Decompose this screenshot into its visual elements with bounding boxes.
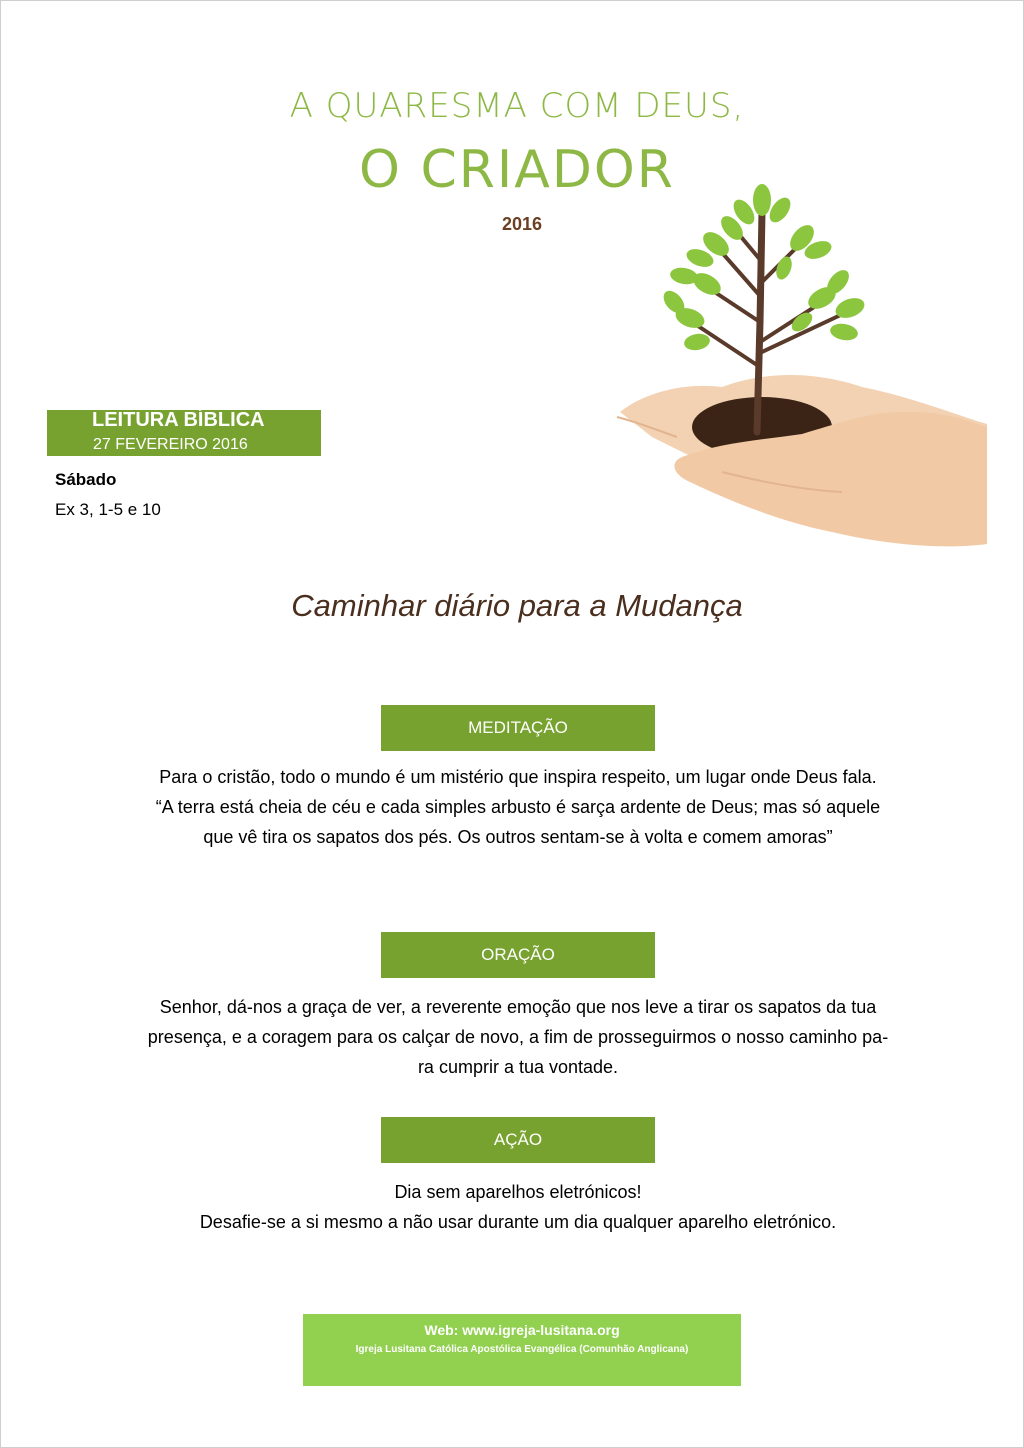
reading-label: LEITURA BÍBLICA [92,409,265,431]
reading-date: 27 FEVEREIRO 2016 [93,436,248,453]
action-heading: AÇÃO [381,1117,655,1163]
prayer-line: presença, e a coragem para os calçar de novo, a fim de prosseguirmos o nosso caminho pa- [147,1027,889,1047]
subtitle: Caminhar diário para a Mudança [291,588,743,623]
footer-organization: Igreja Lusitana Católica Apostólica Evangélica (Comunhão Anglicana) [355,1344,689,1355]
meditation-line: que vê tira os sapatos dos pés. Os outros sentam-se à volta e comem amoras” [203,827,833,847]
action-line: Dia sem aparelhos eletrónicos! [394,1182,642,1202]
prayer-text [80,992,956,1082]
reading-day: Sábado [55,470,117,489]
action-line: Desafie-se a si mesmo a não usar durante um dia qualquer aparelho eletrónico. [199,1212,837,1232]
prayer-line: ra cumprir a tua vontade. [417,1057,619,1077]
prayer-heading: ORAÇÃO [381,932,655,978]
meditation-text [80,762,956,852]
tree-in-hands-illustration [612,172,992,552]
prayer-line: Senhor, dá-nos a graça de ver, a reverente emoção que nos leve a tirar os sapatos da tua [159,997,877,1017]
year: 2016 [501,214,543,234]
meditation-line: “A terra está cheia de céu e cada simples arbusto é sarça ardente de Deus; mas só aquele [155,797,881,817]
title-line-1: A QUARESMA COM DEUS, [289,86,745,126]
meditation-heading: MEDITAÇÃO [381,705,655,751]
footer-box [303,1314,741,1386]
footer-web-link[interactable]: Web: www.igreja-lusitana.org [424,1322,620,1338]
title-line-2: O CRIADOR [359,140,675,200]
scripture-reference: Ex 3, 1-5 e 10 [55,500,161,519]
action-text [80,1177,956,1237]
meditation-line: Para o cristão, todo o mundo é um mistério que inspira respeito, um lugar onde Deus fala. [159,767,877,787]
